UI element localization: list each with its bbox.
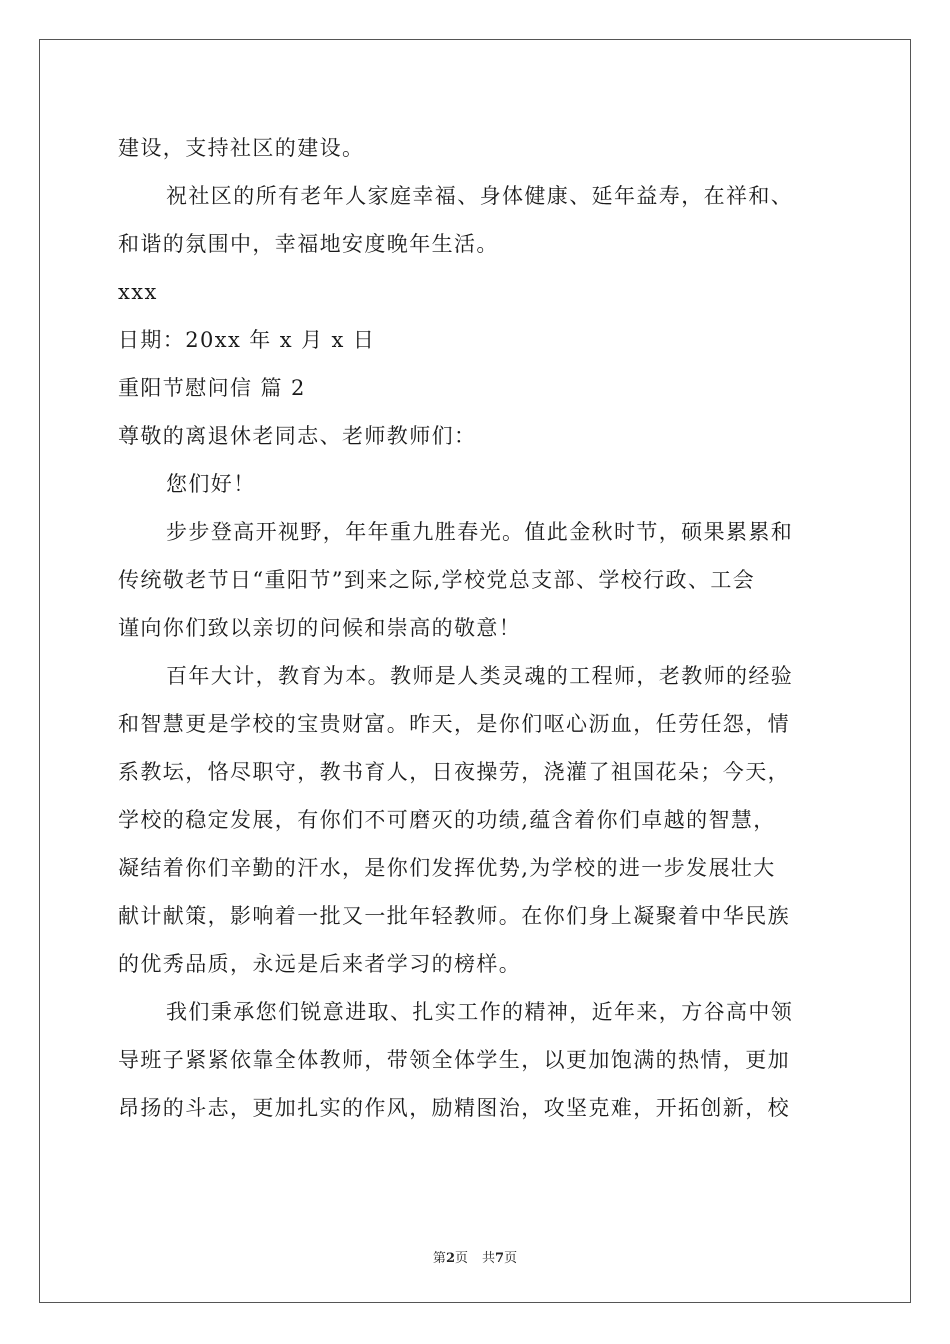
page-number: 2 <box>445 1251 455 1266</box>
text-line: 我们秉承您们锐意进取、扎实工作的精神，近年来，方谷高中领 <box>166 1000 794 1024</box>
text-line: 和谐的氛围中，幸福地安度晚年生活。 <box>118 232 499 256</box>
text-line: 昂扬的斗志，更加扎实的作风，励精图治，攻坚克难，开拓创新，校 <box>118 1096 790 1120</box>
document-body <box>118 124 834 1132</box>
text-line: 和智慧更是学校的宝贵财富。昨天，是你们呕心沥血，任劳任怨，情 <box>118 712 790 736</box>
page-footer <box>0 1247 950 1266</box>
greeting: 您们好！ <box>166 472 256 496</box>
text-line: 传统敬老节日“重阳节”到来之际,学校党总支部、学校行政、工会 <box>118 568 756 592</box>
text-line: 祝社区的所有老年人家庭幸福、身体健康、延年益寿，在祥和、 <box>166 184 794 208</box>
signature-line: xxx <box>118 280 158 304</box>
date-line: 日期：20xx 年 x 月 x 日 <box>118 328 376 352</box>
total-pages: 7 <box>495 1251 505 1266</box>
page-suffix: 页 <box>454 1251 468 1266</box>
total-suffix: 页 <box>504 1251 518 1266</box>
total-prefix: 共 <box>482 1251 496 1266</box>
text-line: 学校的稳定发展，有你们不可磨灭的功绩,蕴含着你们卓越的智慧， <box>118 808 776 832</box>
salutation: 尊敬的离退休老同志、老师教师们： <box>118 424 477 448</box>
text-line: 系教坛，恪尽职守，教书育人，日夜操劳，浇灌了祖国花朵；今天， <box>118 760 790 784</box>
text-line: 的优秀品质，永远是后来者学习的榜样。 <box>118 952 522 976</box>
text-line: 百年大计，教育为本。教师是人类灵魂的工程师，老教师的经验 <box>166 664 794 688</box>
text-line: 建设，支持社区的建设。 <box>118 136 365 160</box>
text-line: 谨向你们致以亲切的问候和崇高的敬意！ <box>118 616 522 640</box>
section-title: 重阳节慰问信 篇 2 <box>118 376 306 400</box>
text-line: 导班子紧紧依靠全体教师，带领全体学生，以更加饱满的热情，更加 <box>118 1048 790 1072</box>
text-line: 献计献策，影响着一批又一批年轻教师。在你们身上凝聚着中华民族 <box>118 904 790 928</box>
text-line: 凝结着你们辛勤的汗水，是你们发挥优势,为学校的进一步发展壮大 <box>118 856 776 880</box>
text-line: 步步登高开视野，年年重九胜春光。值此金秋时节，硕果累累和 <box>166 520 794 544</box>
page-prefix: 第 <box>432 1251 446 1266</box>
